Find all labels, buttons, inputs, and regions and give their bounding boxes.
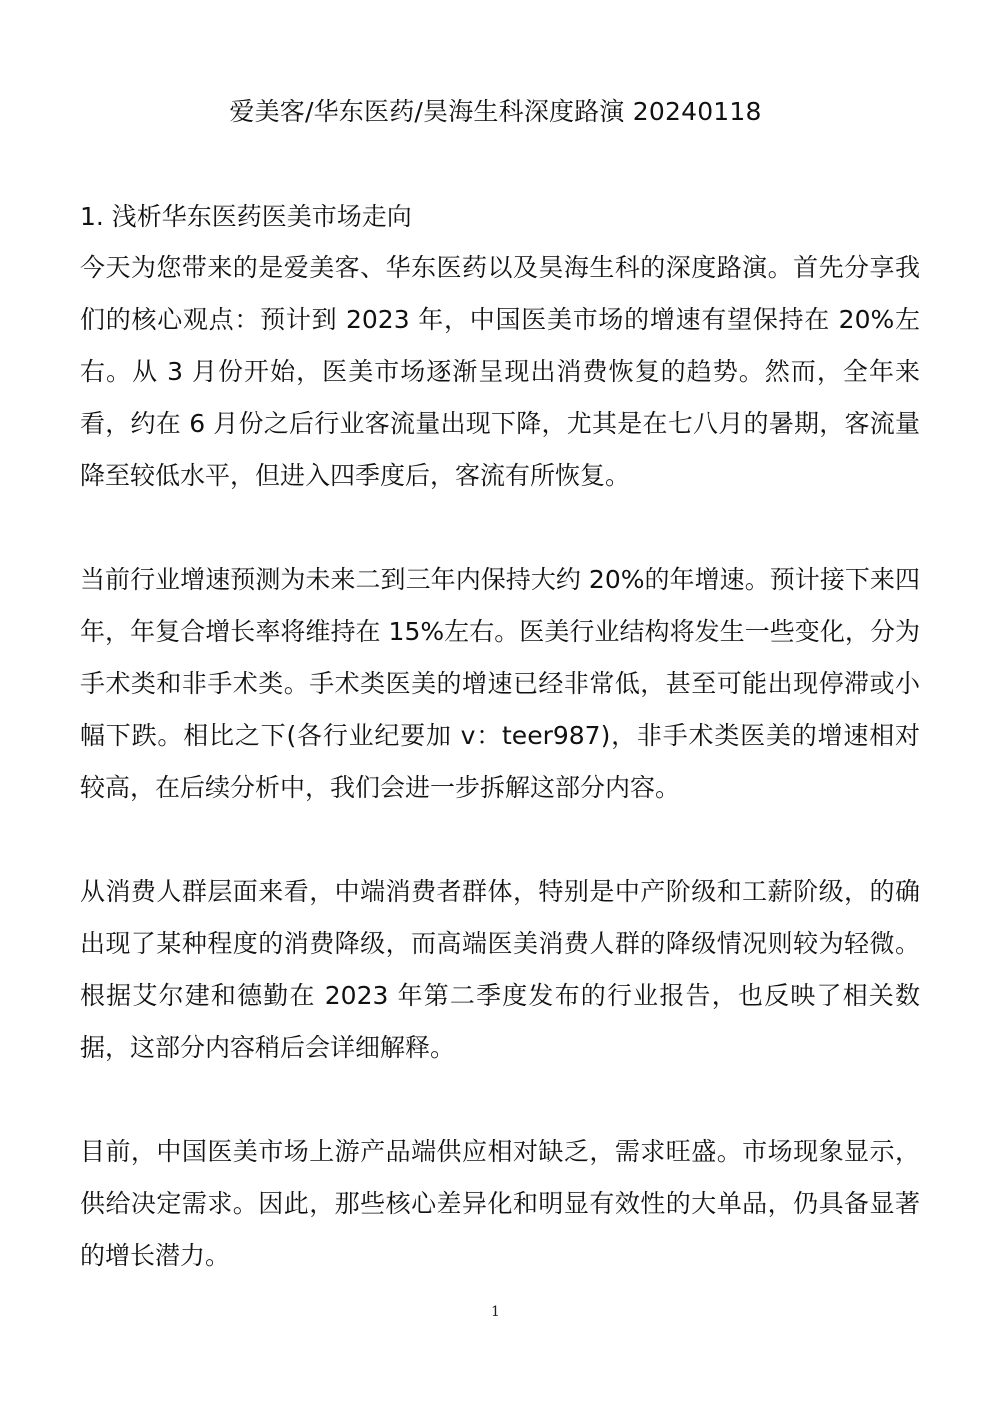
page-number: 1: [491, 1304, 500, 1320]
paragraph-2: 当前行业增速预测为未来二到三年内保持大约 20%的年增速。预计接下来四年，年复合增长率将维持在 15%左右。医美行业结构将发生一些变化，分为手术类和非手术类。手术类医美的增速已经非常低，甚至可能出现停滞或小幅下跌。相比之下(各行业纪要加 v：teer987)，非手术类医美的增速相对较高，在后续分析中，我们会进一步拆解这部分内容。: [80, 565, 920, 802]
paragraph-1: 今天为您带来的是爱美客、华东医药以及昊海生科的深度路演。首先分享我们的核心观点：预计到 2023 年，中国医美市场的增速有望保持在 20%左右。从 3 月份开始，医美市场逐渐呈现出消费恢复的趋势。然而，全年来看，约在 6 月份之后行业客流量出现下降，尤其是在七八月的暑期，客流量降至较低水平，但进入四季度后，客流有所恢复。: [80, 253, 920, 490]
paragraph-4: 目前，中国医美市场上游产品端供应相对缺乏，需求旺盛。市场现象显示，供给决定需求。因此，那些核心差异化和明显有效性的大单品，仍具备显著的增长潜力。: [80, 1137, 920, 1270]
document-title: 爱美客/华东医药/昊海生科深度路演 20240118: [229, 97, 762, 126]
paragraph-3: 从消费人群层面来看，中端消费者群体，特别是中产阶级和工薪阶级，的确出现了某种程度的消费降级，而高端医美消费人群的降级情况则较为轻微。根据艾尔建和德勤在 2023 年第二季度发布的行业报告，也反映了相关数据，这部分内容稍后会详细解释。: [80, 877, 920, 1062]
section-heading: 1. 浅析华东医药医美市场走向: [80, 202, 412, 231]
